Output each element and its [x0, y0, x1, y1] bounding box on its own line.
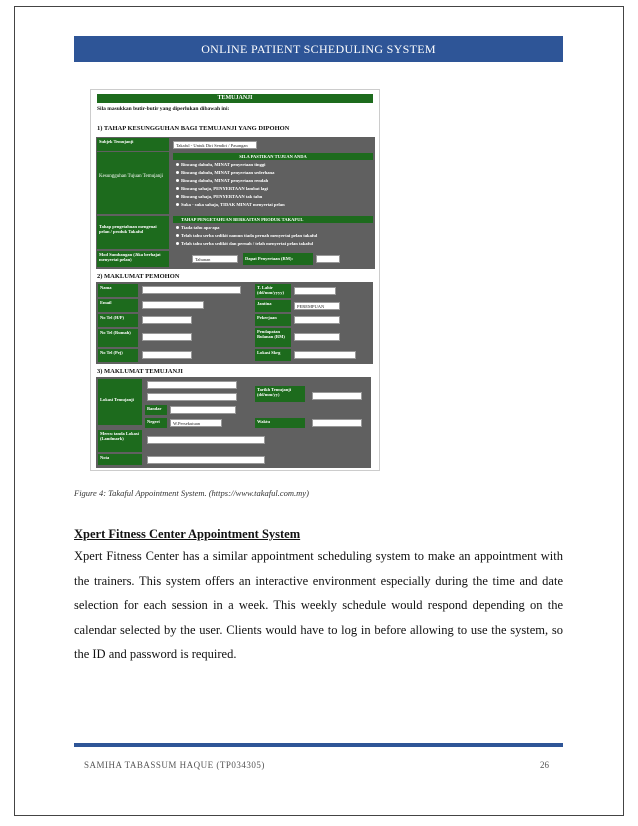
- tujuan-header: SILA PASTIKAN TUJUAN ANDA: [173, 153, 373, 160]
- nama-label: Nama: [98, 284, 138, 297]
- kesungguhan-label: Kesungguhan Tujuan Temujanji: [97, 152, 169, 214]
- pendapatan-label: Pendapatan Bulanan (RM): [255, 328, 291, 347]
- lokasi-temujanji-label: Lokasi Temujanji: [98, 379, 142, 425]
- tujuan-option-radio[interactable]: Bincang dahulu, MINAT penyertaan rendah: [176, 178, 268, 183]
- nota-label: Nota: [98, 454, 142, 465]
- nota-input[interactable]: [147, 456, 265, 464]
- pengetahuan-option-radio[interactable]: Telah tahu serba sedikit namun tiada pernah menyertai pelan takaful: [176, 233, 317, 238]
- form-section-3: 3) MAKLUMAT TEMUJANJI: [97, 368, 183, 375]
- body-paragraph: Xpert Fitness Center has a similar appointment scheduling system to make an appointment with the trainers. This system offers an interactive environment especially during the time and date selection for each session in a week. This weekly schedule would respond depending on the calendar selected by the user. Clients would have to log in before allowing to use the system, so the ID and password is required.: [74, 549, 563, 661]
- email-label: Email: [98, 299, 138, 312]
- tel-rumah-input[interactable]: [142, 333, 192, 341]
- tarikh-label: Tarikh Temujanji (dd/mm/yy): [255, 386, 305, 402]
- form-section-1: 1) TAHAP KESUNGGUHAN BAGI TEMUJANJI YANG DIPOHON: [97, 125, 290, 132]
- nama-input[interactable]: [142, 286, 241, 294]
- bandar-input[interactable]: [170, 406, 236, 414]
- sumbangan-label: Mod Sumbangan (Jika berhajat menyertai pelan): [97, 251, 169, 267]
- negeri-select[interactable]: W.Persekutuan: [170, 419, 222, 427]
- email-input[interactable]: [142, 301, 204, 309]
- lahir-label: T. Lahir (dd/mm/yyyy): [255, 284, 291, 298]
- lokasi-skrg-input[interactable]: [294, 351, 356, 359]
- waktu-input[interactable]: [312, 419, 362, 427]
- tujuan-option-radio[interactable]: Bincang sahaja, PENYERTAAN tak tahu: [176, 194, 262, 199]
- page-number: 26: [540, 760, 549, 770]
- dapat-label: Dapat Penyertaan (RM):: [243, 253, 313, 265]
- tarikh-input[interactable]: [312, 392, 362, 400]
- negeri-label: Negeri: [145, 418, 167, 428]
- landmark-label: Mercu tanda Lokasi (Landmark): [98, 430, 142, 452]
- jantina-select[interactable]: PEREMPUAN: [294, 302, 340, 310]
- footer-divider: [74, 743, 563, 747]
- tel-hp-label: No Tel (H/P): [98, 314, 138, 327]
- pengetahuan-option-radio[interactable]: Tiada tahu apa-apa: [176, 225, 219, 230]
- form-title: TEMUJANJI: [97, 94, 373, 103]
- figure-caption: Figure 4: Takaful Appointment System. (https://www.takaful.com.my): [74, 488, 309, 498]
- tujuan-option-radio[interactable]: Suka - suka sahaja, TIDAK MINAT menyertai pelan: [176, 202, 285, 207]
- landmark-input[interactable]: [147, 436, 265, 444]
- pendapatan-input[interactable]: [294, 333, 340, 341]
- tujuan-option-radio[interactable]: Bincang dahulu, MINAT penyertaan sederhana: [176, 170, 274, 175]
- form-instruction: Sila masukkan butir-butir yang diperlukan dibawah ini:: [97, 106, 230, 112]
- lokasi-input-1[interactable]: [147, 381, 237, 389]
- pekerjaan-input[interactable]: [294, 316, 340, 324]
- section-title: Xpert Fitness Center Appointment System: [74, 527, 301, 541]
- tujuan-option-radio[interactable]: Bincang sahaja, PENYERTAAN lambat lagi: [176, 186, 268, 191]
- subjek-select[interactable]: Takaful - Untuk Diri Sendiri / Pasangan: [173, 141, 257, 149]
- tel-pej-label: No Tel (Pej): [98, 349, 138, 362]
- bandar-label: Bandar: [145, 405, 167, 415]
- tel-hp-input[interactable]: [142, 316, 192, 324]
- lahir-input[interactable]: [294, 287, 336, 295]
- subjek-label: Subjek Temujanji: [97, 138, 169, 151]
- footer-author: SAMIHA TABASSUM HAQUE (TP034305): [84, 760, 265, 770]
- sumbangan-select[interactable]: Tahunan: [192, 255, 238, 263]
- pengetahuan-header: TAHAP PENGETAHUAN BERKAITAN PRODUK TAKAFUL: [173, 216, 373, 223]
- lokasi-skrg-label: Lokasi Skrg: [255, 349, 291, 361]
- dapat-input[interactable]: [316, 255, 340, 263]
- waktu-label: Waktu: [255, 418, 305, 428]
- lokasi-input-2[interactable]: [147, 393, 237, 401]
- pengetahuan-option-radio[interactable]: Telah tahu serba sedikit dan pernah / telah menyertai pelan takaful: [176, 241, 313, 246]
- tel-pej-input[interactable]: [142, 351, 192, 359]
- jantina-label: Jantina: [255, 300, 291, 312]
- page-header: ONLINE PATIENT SCHEDULING SYSTEM: [74, 36, 563, 62]
- tel-rumah-label: No Tel (Rumah): [98, 329, 138, 347]
- pengetahuan-label: Tahap pengetahuan mengenai pelan / produk Takaful: [97, 216, 169, 249]
- tujuan-option-radio[interactable]: Bincang dahulu, MINAT penyertaan tinggi: [176, 162, 265, 167]
- form-section-2: 2) MAKLUMAT PEMOHON: [97, 273, 180, 280]
- pekerjaan-label: Pekerjaan: [255, 314, 291, 326]
